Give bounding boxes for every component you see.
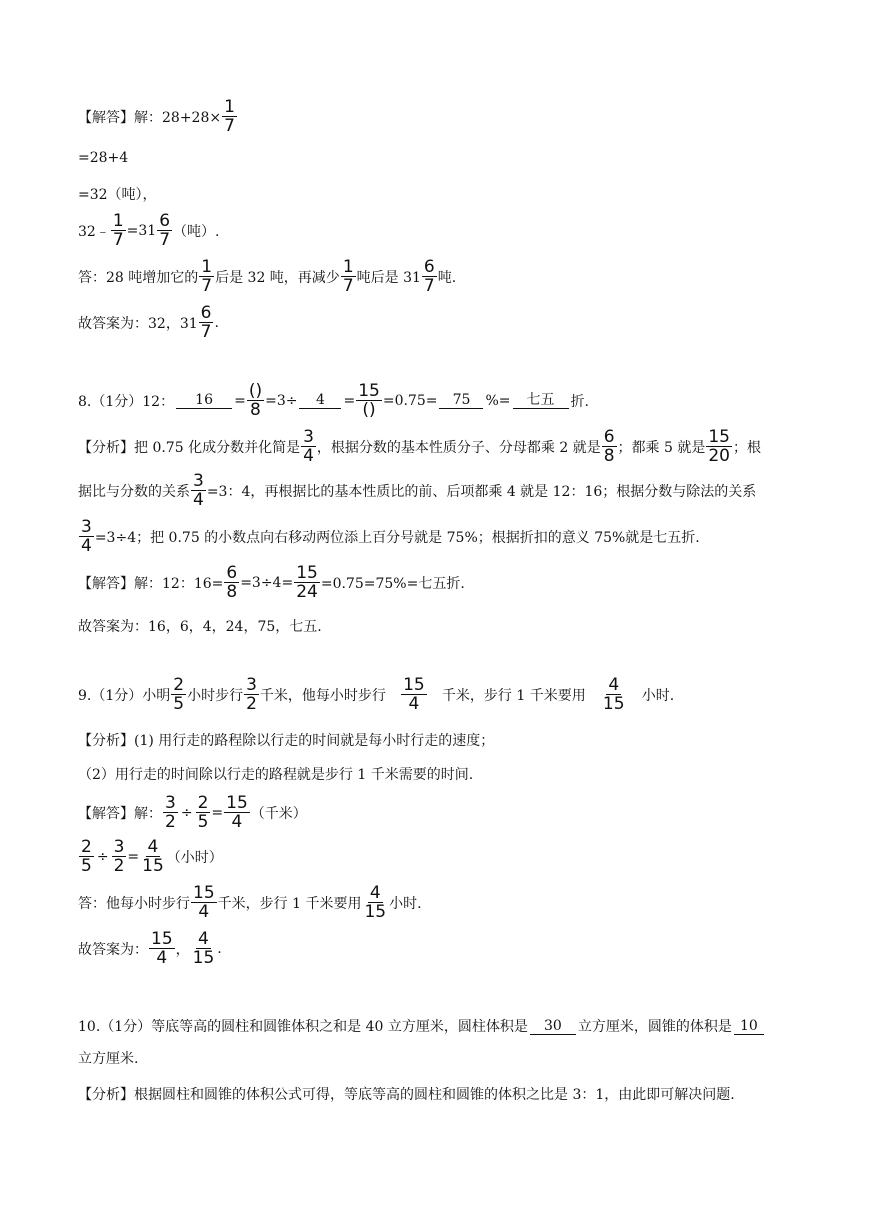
q7-answer-line4 (78, 212, 219, 249)
fraction (79, 518, 94, 555)
num: 15 (296, 563, 318, 583)
q9-final (78, 930, 222, 967)
den: 5 (81, 856, 92, 876)
text: 答：他每小时步行 (78, 895, 190, 912)
q7-answer-line5 (78, 258, 456, 295)
text: %= (485, 392, 511, 409)
den: 8 (250, 400, 261, 420)
q7-final (78, 304, 219, 341)
num: 3 (303, 427, 314, 447)
text: ÷ (180, 804, 193, 821)
fraction (149, 930, 175, 967)
den: 5 (173, 694, 185, 714)
num: 1 (112, 211, 124, 231)
num: () (248, 381, 263, 401)
text: =3÷4；把 0.75 的小数点向右移动两位添上百分号就是 75%；根据折扣的意义 75%就是七五折. (94, 529, 700, 546)
den: 15 (602, 694, 625, 714)
q9-analysis-2 (78, 764, 473, 784)
text: 故答案为： (78, 941, 148, 958)
den: 7 (200, 322, 212, 342)
den: 4 (81, 536, 92, 556)
num: 15 (358, 381, 380, 401)
fraction (157, 212, 172, 249)
fraction (244, 676, 259, 713)
num: 6 (423, 257, 435, 277)
den: 7 (224, 116, 235, 136)
den: 4 (193, 490, 204, 510)
text: 千米，步行 1 千米要用 (441, 687, 586, 704)
answer-blank: 4 (299, 392, 341, 409)
text: . (217, 940, 222, 957)
fraction (112, 838, 127, 875)
num: 15 (708, 427, 730, 447)
den: 2 (246, 694, 257, 714)
den: 4 (303, 446, 314, 466)
answer-blank (588, 676, 640, 713)
num: 3 (246, 675, 257, 695)
text: ， (175, 941, 190, 958)
num: 3 (165, 793, 176, 813)
fraction (196, 794, 211, 831)
fraction (601, 676, 627, 713)
q9-answer (78, 884, 422, 921)
fraction (140, 838, 166, 875)
text: 折. (570, 393, 589, 410)
num: 3 (113, 837, 125, 857)
fraction (199, 258, 214, 295)
text: （吨）. (173, 223, 220, 240)
num: 2 (197, 793, 209, 813)
answer-blank (388, 676, 440, 713)
fraction (247, 382, 264, 419)
fraction (224, 794, 250, 831)
text: 10.（1分）等底等高的圆柱和圆锥体积之和是 40 立方厘米，圆柱体积是 (78, 1019, 528, 1035)
num: 15 (193, 883, 215, 903)
den: 7 (423, 276, 435, 296)
text: 【解答】解：12：16= (78, 575, 224, 592)
num: 4 (608, 675, 620, 695)
fraction (356, 382, 382, 419)
fraction (191, 930, 217, 967)
q7-answer-line3 (78, 184, 157, 204)
text: . (214, 314, 219, 331)
text: 【分析】 (78, 733, 134, 749)
text: 故答案为：32，31 (78, 315, 198, 332)
q8-final (78, 616, 322, 636)
q9-solution-2 (78, 838, 223, 875)
text: （2）用行走的时间除以行走的路程就是步行 1 千米需要的时间. (78, 767, 474, 783)
q9-question (78, 676, 674, 713)
text: = (234, 392, 246, 409)
text: =3÷4= (240, 574, 294, 591)
text: ÷ (96, 848, 109, 865)
text: 故答案为：16，6，4，24，75，七五. (78, 619, 322, 635)
answer-blank: 75 (439, 392, 483, 409)
fraction (191, 472, 206, 509)
text: = (343, 392, 356, 409)
text: 据比与分数的关系 (78, 483, 190, 500)
fraction (199, 304, 214, 341)
den: 7 (112, 230, 124, 250)
text: (1) 用行走的路程除以行走的时间就是每小时行走的速度； (134, 733, 495, 749)
den: 4 (198, 902, 210, 922)
text: =0.75= (382, 392, 438, 409)
fraction (222, 98, 237, 135)
text: 答：28 吨增加它的 (78, 269, 199, 286)
q8-analysis-1 (78, 428, 761, 465)
den: 15 (192, 948, 215, 968)
den: 2 (165, 812, 176, 832)
text: 小时步行 (187, 687, 244, 704)
fraction (422, 258, 437, 295)
text: 【分析】把 0.75 化成分数并化简是 (78, 439, 301, 456)
text: ；根 (733, 439, 761, 456)
den: 4 (156, 948, 168, 968)
den: 5 (197, 812, 209, 832)
num: 1 (201, 257, 213, 277)
num: 3 (81, 517, 92, 537)
q10-analysis (78, 1084, 735, 1104)
text: 32﹣ (78, 223, 110, 240)
fraction (171, 676, 186, 713)
text: （千米） (250, 805, 307, 822)
text: =0.75=75%=七五折. (320, 575, 465, 592)
fraction (401, 676, 427, 713)
text: =31 (126, 222, 157, 239)
den: 15 (142, 856, 164, 876)
q8-analysis-3 (78, 518, 700, 555)
q10-question-2 (78, 1048, 138, 1068)
num: 1 (224, 97, 235, 117)
answer-blank: 10 (734, 1018, 764, 1035)
text: =28+4 (78, 150, 129, 166)
den: 24 (296, 582, 318, 602)
text: 后是 32 吨，再减少 (215, 269, 340, 286)
text: 小时. (389, 895, 422, 912)
den: 7 (342, 276, 354, 296)
den: 4 (231, 812, 243, 832)
answer-blank: 七五 (513, 392, 569, 409)
den: 2 (113, 856, 125, 876)
fraction (602, 428, 617, 465)
den: 8 (603, 446, 615, 466)
num: 6 (200, 303, 212, 323)
q9-solution-1 (78, 794, 307, 831)
text: ；都乘 5 就是 (617, 439, 706, 456)
fraction (79, 838, 94, 875)
text: 千米，他每小时步行 (259, 687, 386, 704)
fraction (706, 428, 732, 465)
num: 4 (147, 837, 159, 857)
q7-answer-line1 (78, 98, 238, 135)
num: 15 (151, 929, 173, 949)
q9-analysis-1 (78, 730, 494, 750)
q8-solution (78, 564, 465, 601)
fraction (111, 212, 126, 249)
text: 9.（1分）小明 (78, 687, 171, 704)
text: 小时. (641, 687, 675, 704)
text: 立方厘米. (78, 1051, 139, 1067)
text: 8.（1分）12： (78, 393, 175, 410)
text: = (127, 848, 140, 865)
den: 7 (159, 230, 171, 250)
num: 6 (226, 563, 238, 583)
answer-blank: 16 (176, 392, 232, 409)
num: 3 (193, 471, 204, 491)
fraction (341, 258, 356, 295)
num: 4 (198, 929, 209, 949)
q10-question-1 (78, 1016, 766, 1036)
q7-answer-line2 (78, 150, 128, 166)
den: () (362, 400, 376, 420)
num: 15 (403, 675, 425, 695)
text: （小时） (166, 849, 223, 866)
text: 吨后是 31 (356, 269, 421, 286)
answer-blank: 30 (530, 1018, 576, 1035)
num: 1 (342, 257, 354, 277)
text: =3÷ (265, 392, 298, 409)
num: 15 (226, 793, 248, 813)
fraction (191, 884, 217, 921)
fraction (294, 564, 320, 601)
text: =32（吨）， (78, 187, 157, 203)
text: =3：4，再根据比的基本性质比的前、后项都乘 4 就是 12：16；根据分数与除法的关系 (206, 483, 757, 500)
text: 【分析】根据圆柱和圆锥的体积公式可得，等底等高的圆柱和圆锥的体积之比是 3：1，由此即可解决问题. (78, 1087, 735, 1103)
fraction (224, 564, 239, 601)
text: 立方厘米，圆锥的体积是 (577, 1019, 732, 1035)
q8-analysis-2 (78, 472, 756, 509)
den: 20 (708, 446, 730, 466)
den: 15 (364, 902, 387, 922)
num: 4 (369, 883, 381, 903)
text: 【解答】解： (78, 805, 162, 822)
fraction (301, 428, 316, 465)
text: 吨. (437, 269, 457, 286)
num: 2 (173, 675, 185, 695)
q8-question (78, 382, 589, 419)
den: 8 (226, 582, 238, 602)
num: 2 (81, 837, 92, 857)
num: 6 (159, 211, 171, 231)
num: 6 (603, 427, 615, 447)
text: = (211, 804, 224, 821)
text: 【解答】解：28+28× (78, 109, 222, 126)
den: 7 (201, 276, 213, 296)
fraction (163, 794, 178, 831)
fraction (362, 884, 388, 921)
text: 千米，步行 1 千米要用 (217, 895, 362, 912)
text: ，根据分数的基本性质分子、分母都乘 2 就是 (316, 439, 601, 456)
den: 4 (408, 694, 420, 714)
